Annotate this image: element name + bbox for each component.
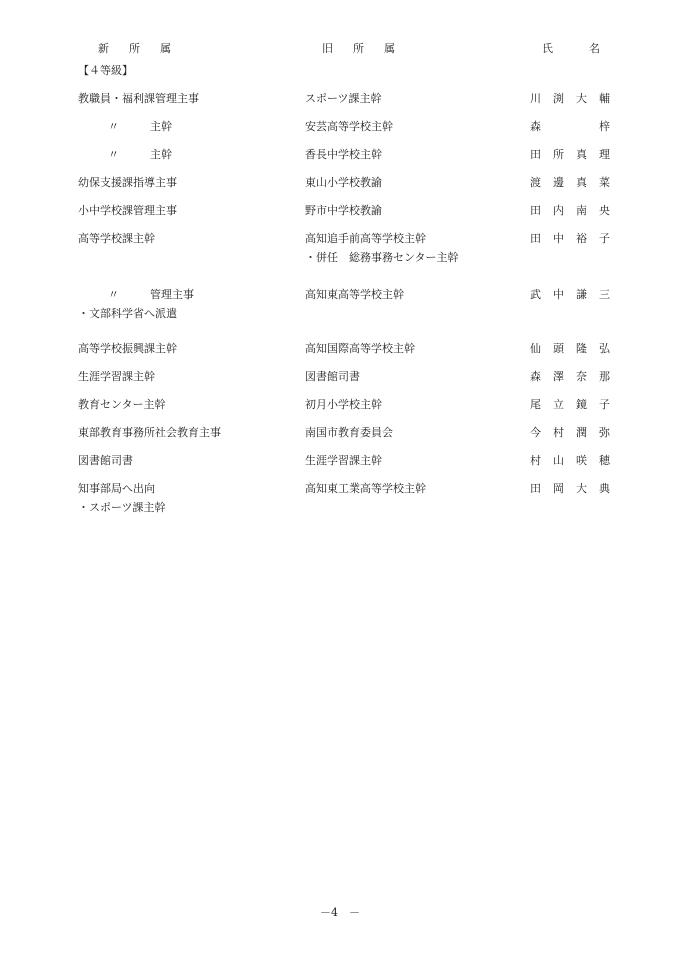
person-name: 田 中 裕 子 — [530, 232, 610, 245]
old-position-cell — [305, 174, 382, 190]
header-name: 氏名 — [542, 42, 636, 55]
old-position-note: ・併任 総務事務センター主幹 — [305, 251, 459, 264]
person-name: 田 岡 大 典 — [530, 482, 610, 495]
new-position-cell — [78, 174, 177, 190]
new-position-note: ・スポーツ課主幹 — [78, 501, 166, 514]
person-name: 武 中 謙 三 — [530, 288, 610, 301]
old-position-cell — [305, 118, 393, 134]
new-position: 小中学校課管理主事 — [78, 204, 177, 217]
new-position-cell — [78, 90, 199, 106]
new-position-cell — [78, 396, 166, 412]
old-position-cell — [305, 368, 360, 384]
old-position: 高知追手前高等学校主幹 — [305, 232, 426, 245]
new-position-cell — [78, 340, 177, 356]
old-position: 高知国際高等学校主幹 — [305, 342, 415, 355]
person-name: 田 所 真 理 — [530, 148, 610, 161]
new-position: 生涯学習課主幹 — [78, 370, 155, 383]
new-position-cell — [78, 368, 155, 384]
person-name: 田 内 南 央 — [530, 204, 610, 217]
old-position: 南国市教育委員会 — [305, 426, 393, 439]
old-position-cell — [305, 396, 382, 412]
new-position: 東部教育事務所社会教育主事 — [78, 426, 221, 439]
old-position: 生涯学習課主幹 — [305, 454, 382, 467]
old-position-cell — [305, 146, 382, 162]
new-position: 高等学校課主幹 — [78, 232, 155, 245]
new-position: 知事部局へ出向 — [78, 482, 155, 495]
person-name: 森 澤 奈 那 — [530, 370, 610, 383]
column-header — [0, 40, 680, 58]
new-position: 主幹 — [150, 148, 172, 161]
person-name: 仙 頭 隆 弘 — [530, 342, 610, 355]
person-name: 村 山 咲 穂 — [530, 454, 610, 467]
ditto-mark: 〃 — [108, 148, 119, 161]
old-position-cell — [305, 452, 382, 468]
page-number: －4 － — [320, 906, 360, 919]
ditto-mark: 〃 — [108, 288, 119, 301]
old-position-cell — [305, 480, 426, 496]
person-name: 尾 立 鏡 子 — [530, 398, 610, 411]
new-position: 管理主事 — [150, 288, 194, 301]
new-position-note: ・文部科学省へ派遣 — [78, 307, 177, 320]
new-position-cell — [78, 286, 194, 321]
person-name: 森 梓 — [530, 120, 610, 133]
ditto-mark: 〃 — [108, 120, 119, 133]
old-position-cell — [305, 90, 382, 106]
grade-label: 【４等級】 — [78, 64, 133, 77]
new-position-cell — [78, 480, 166, 515]
old-position: 高知東高等学校主幹 — [305, 288, 404, 301]
old-position: 高知東工業高等学校主幹 — [305, 482, 426, 495]
person-name: 川 渕 大 輔 — [530, 92, 610, 105]
old-position-cell — [305, 202, 382, 218]
header-old-position: 旧所属 — [322, 42, 415, 55]
person-name: 今 村 潤 弥 — [530, 426, 610, 439]
new-position: 教職員・福利課管理主事 — [78, 92, 199, 105]
new-position-cell — [78, 230, 155, 246]
new-position: 高等学校振興課主幹 — [78, 342, 177, 355]
new-position-cell — [78, 202, 177, 218]
new-position-cell — [78, 424, 221, 440]
old-position: 図書館司書 — [305, 370, 360, 383]
old-position: 香長中学校主幹 — [305, 148, 382, 161]
old-position: スポーツ課主幹 — [305, 92, 382, 105]
new-position-cell — [108, 146, 172, 162]
new-position: 幼保支援課指導主事 — [78, 176, 177, 189]
old-position: 安芸高等学校主幹 — [305, 120, 393, 133]
old-position-cell — [305, 286, 404, 302]
new-position: 図書館司書 — [78, 454, 133, 467]
header-new-position: 新所属 — [98, 42, 191, 55]
new-position: 主幹 — [150, 120, 172, 133]
new-position: 教育センター主幹 — [78, 398, 166, 411]
old-position-cell — [305, 340, 415, 356]
old-position: 東山小学校教諭 — [305, 176, 382, 189]
old-position: 初月小学校主幹 — [305, 398, 382, 411]
old-position-cell — [305, 424, 393, 440]
old-position: 野市中学校教諭 — [305, 204, 382, 217]
old-position-cell — [305, 230, 459, 265]
person-name: 渡 邊 真 菜 — [530, 176, 610, 189]
new-position-cell — [108, 118, 172, 134]
new-position-cell — [78, 452, 133, 468]
